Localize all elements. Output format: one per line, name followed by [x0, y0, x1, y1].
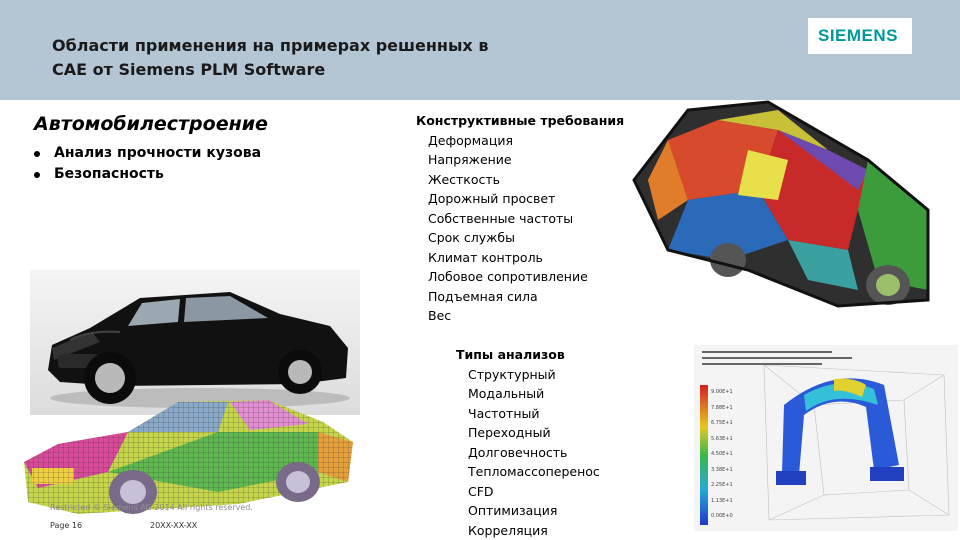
cfd-result-image [694, 345, 958, 531]
fe-model-image [628, 100, 952, 310]
slide-title [52, 34, 572, 82]
constraints-heading: Конструктивные требования [416, 113, 625, 128]
list-item: Жесткость [428, 171, 501, 187]
title-line-2: CAE от Siemens PLM Software [52, 60, 326, 79]
bullet-icon [34, 151, 40, 157]
slide-date: 20XX-XX-XX [150, 521, 198, 530]
list-item: Корреляция [468, 522, 548, 538]
list-item: Модальный [468, 386, 545, 401]
bullet-item: Безопасность [34, 164, 261, 185]
list-item: Вес [428, 308, 452, 323]
legend-label: 5.63E+1 [711, 435, 733, 442]
bullet-item: Анализ прочности кузова [34, 143, 261, 164]
list-item: Подъемная сила [428, 288, 538, 304]
logo-box [808, 18, 912, 54]
list-item: Тепломассоперенос [468, 464, 600, 479]
list-item: Структурный [468, 366, 556, 382]
analysis-types-heading: Типы анализов [456, 347, 565, 362]
section-title: Автомобилестроение [34, 113, 268, 135]
list-item: CFD [468, 483, 494, 499]
legend-label: 0.00E+0 [711, 513, 733, 519]
list-item: Климат контроль [428, 249, 543, 265]
title-line-1: Области применения на примерах решенных в [52, 36, 489, 55]
list-item: Дорожный просвет [428, 191, 556, 206]
bullet-icon [34, 172, 40, 178]
list-item: Лобовое сопротивление [428, 269, 588, 284]
list-item: Собственные частоты [428, 210, 574, 226]
header-bar [0, 0, 960, 100]
bullet-list [34, 143, 261, 185]
page-number: Page 16 [50, 521, 83, 530]
siemens-logo: SIEMENS [818, 26, 899, 45]
constraints-list [416, 111, 625, 326]
legend-label: 2.25E+1 [711, 482, 733, 488]
list-item: Деформация [428, 132, 513, 148]
copyright-notice: Restricted © Siemens AG 2014 All rights reserved. [50, 503, 253, 512]
analysis-types-list [456, 345, 600, 540]
list-item: Долговечность [468, 444, 568, 460]
list-item: Оптимизация [468, 503, 558, 518]
legend-label: 9.00E+1 [711, 389, 733, 395]
list-item: Напряжение [428, 152, 512, 167]
car-mesh-model [18, 392, 358, 520]
legend-label: 3.38E+1 [711, 466, 733, 473]
legend-label: 6.75E+1 [711, 420, 733, 426]
list-item: Частотный [468, 405, 540, 421]
list-item: Срок службы [428, 230, 515, 245]
legend-label: 4.50E+1 [711, 451, 733, 457]
list-item: Переходный [468, 425, 551, 440]
cfd-legend-labels [711, 385, 733, 525]
legend-label: 7.88E+1 [711, 404, 733, 411]
legend-label: 1.13E+1 [711, 497, 733, 504]
